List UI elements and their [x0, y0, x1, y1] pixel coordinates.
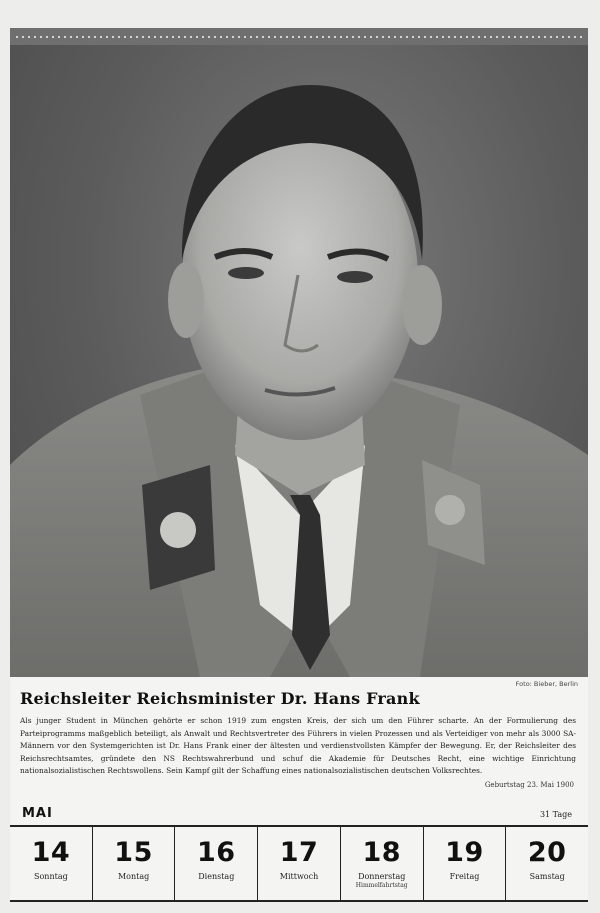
caption-title: Reichsleiter Reichsminister Dr. Hans Frank	[20, 689, 420, 708]
day-cell	[505, 827, 588, 900]
month-days-count: 31 Tage	[539, 810, 572, 819]
day-number: 14	[31, 837, 71, 868]
day-name: Sonntag	[34, 872, 68, 881]
day-cell	[10, 827, 92, 900]
day-number: 19	[445, 837, 484, 868]
month-name: MAI	[22, 806, 53, 821]
day-cell	[257, 827, 340, 900]
day-name: Freitag	[449, 872, 480, 881]
month-header	[10, 803, 588, 825]
day-name: Montag	[117, 872, 150, 881]
day-number: 20	[527, 837, 567, 868]
day-name: Dienstag	[198, 872, 235, 881]
day-cell	[340, 827, 423, 900]
perforation-dots	[14, 35, 584, 39]
holiday-label: Himmelfahrtstag	[355, 882, 408, 889]
caption-section	[10, 677, 588, 803]
day-number: 15	[114, 837, 153, 868]
day-name: Donnerstag	[358, 872, 406, 881]
day-cell	[423, 827, 506, 900]
day-number: 18	[362, 837, 402, 868]
photo-credit: Foto: Bieber, Berlin	[515, 680, 578, 688]
day-name: Samstag	[529, 872, 565, 881]
week-grid	[10, 825, 588, 902]
portrait-icon	[10, 45, 588, 677]
biography-text: Als junger Student in München gehörte er schon 1919 zum engsten Kreis, der sich um den Führer scharte. An der Formulierung des Parteiprogramms maßgeblich beteiligt, als Anwalt und Rechtsvertreter des Führers in vielen Prozessen und als Verteidiger von mehr als 3000 SA-Männern vor den Systemgerichten ist Dr. Hans Frank einer der ältesten und verdienstvollsten Kämpfer der Bewegung. Er, der Reichsleiter des Reichsrechtsamtes, gründete den NS Rechtswahrerbund und schuf die Akademie für Deutsches Recht, eine wichtige Einrichtung nationalsozialistischen Rechtswollens. Sein Kampf gilt der Schaffung eines nationalsozialistischen deutschen Volksrechtes.	[20, 716, 576, 776]
portrait-photo	[10, 45, 588, 677]
day-number: 17	[279, 837, 319, 868]
day-number: 16	[197, 837, 236, 868]
day-cell	[92, 827, 175, 900]
birthday-note: Geburtstag 23. Mai 1900	[484, 781, 574, 789]
day-cell	[174, 827, 257, 900]
day-name: Mittwoch	[279, 872, 319, 881]
